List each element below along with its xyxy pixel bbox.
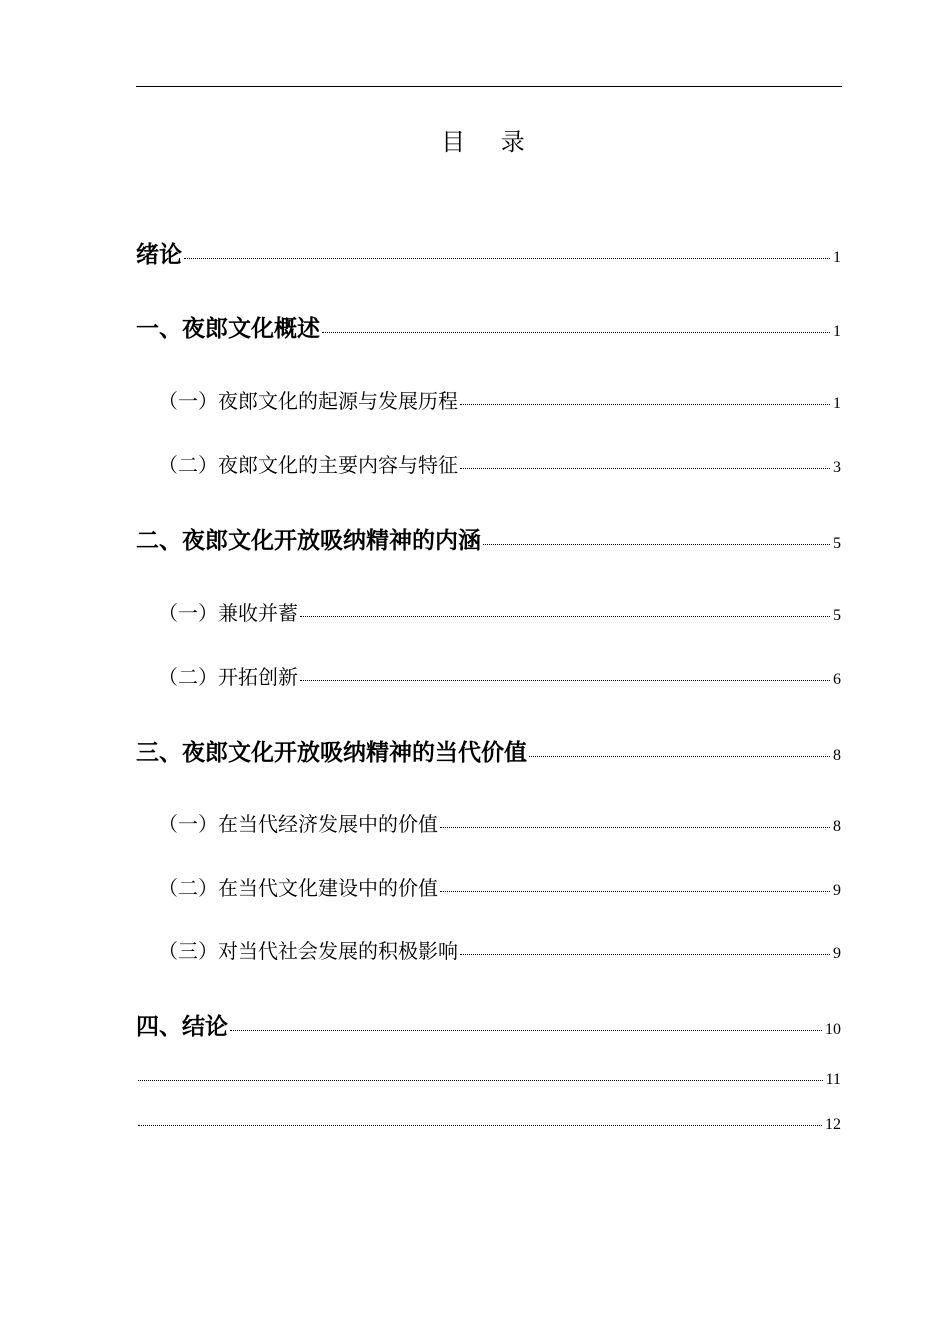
toc-page-number: 11 — [825, 1071, 841, 1088]
toc-dot-leader — [300, 616, 830, 617]
toc-entry-text: 四、结论 — [136, 1014, 228, 1040]
toc-dot-leader — [529, 756, 830, 757]
toc-page-number: 12 — [825, 1116, 841, 1133]
toc-dot-leader — [483, 544, 830, 545]
toc-page-number: 9 — [833, 945, 841, 962]
toc-dot-leader — [440, 891, 830, 892]
toc-entry-section-3-1[interactable] — [136, 808, 841, 837]
toc-page-number: 9 — [833, 882, 841, 899]
toc-page-number: 5 — [833, 607, 841, 624]
toc-entry-section-3-2[interactable] — [136, 872, 841, 901]
toc-entry-text: 三、夜郎文化开放吸纳精神的当代价值 — [136, 740, 527, 766]
toc-entry-introduction[interactable] — [136, 236, 841, 269]
toc-entry-text: 一、夜郎文化概述 — [136, 316, 320, 342]
toc-page-number: 3 — [833, 459, 841, 476]
toc-page-number: 8 — [833, 818, 841, 835]
toc-entry-text: 绪论 — [136, 242, 182, 268]
toc-page-number: 6 — [833, 671, 841, 688]
toc-dot-leader — [460, 404, 830, 405]
toc-dot-leader — [460, 468, 830, 469]
toc-dot-leader — [138, 1125, 822, 1126]
toc-dot-leader — [440, 827, 830, 828]
toc-entry-text: （一）兼收并蓄 — [158, 601, 298, 625]
toc-entry-untitled-2[interactable] — [136, 1116, 841, 1134]
toc-entry-chapter-4[interactable] — [136, 1008, 841, 1041]
toc-page-number: 5 — [833, 535, 841, 552]
header-rule — [136, 86, 842, 87]
toc-entry-untitled-1[interactable] — [136, 1071, 841, 1089]
toc-entry-section-2-2[interactable] — [136, 661, 841, 690]
toc-entry-section-2-1[interactable] — [136, 597, 841, 626]
toc-page-number: 1 — [833, 323, 841, 340]
toc-dot-leader — [322, 332, 830, 333]
toc-entry-text: （三）对当代社会发展的积极影响 — [158, 939, 458, 963]
toc-entry-text: （二）夜郎文化的主要内容与特征 — [158, 453, 458, 477]
toc-dot-leader — [138, 1080, 823, 1081]
toc-entry-chapter-1[interactable] — [136, 310, 841, 343]
toc-entry-section-1-1[interactable] — [136, 385, 841, 414]
toc-title: 目 录 — [441, 128, 539, 156]
toc-entry-section-1-2[interactable] — [136, 449, 841, 478]
toc-dot-leader — [230, 1030, 822, 1031]
toc-entry-text: 二、夜郎文化开放吸纳精神的内涵 — [136, 528, 481, 554]
toc-page-number: 8 — [833, 747, 841, 764]
toc-entry-text: （二）开拓创新 — [158, 665, 298, 689]
toc-dot-leader — [184, 258, 830, 259]
toc-entry-text: （一）在当代经济发展中的价值 — [158, 812, 438, 836]
toc-entry-text: （一）夜郎文化的起源与发展历程 — [158, 389, 458, 413]
toc-entry-text: （二）在当代文化建设中的价值 — [158, 876, 438, 900]
toc-page-number: 1 — [833, 395, 841, 412]
toc-page-number: 1 — [833, 249, 841, 266]
toc-entry-chapter-3[interactable] — [136, 734, 841, 767]
toc-page-number: 10 — [825, 1021, 841, 1038]
toc-entry-section-3-3[interactable] — [136, 935, 841, 964]
toc-entry-chapter-2[interactable] — [136, 522, 841, 555]
toc-dot-leader — [460, 954, 830, 955]
toc-dot-leader — [300, 680, 830, 681]
